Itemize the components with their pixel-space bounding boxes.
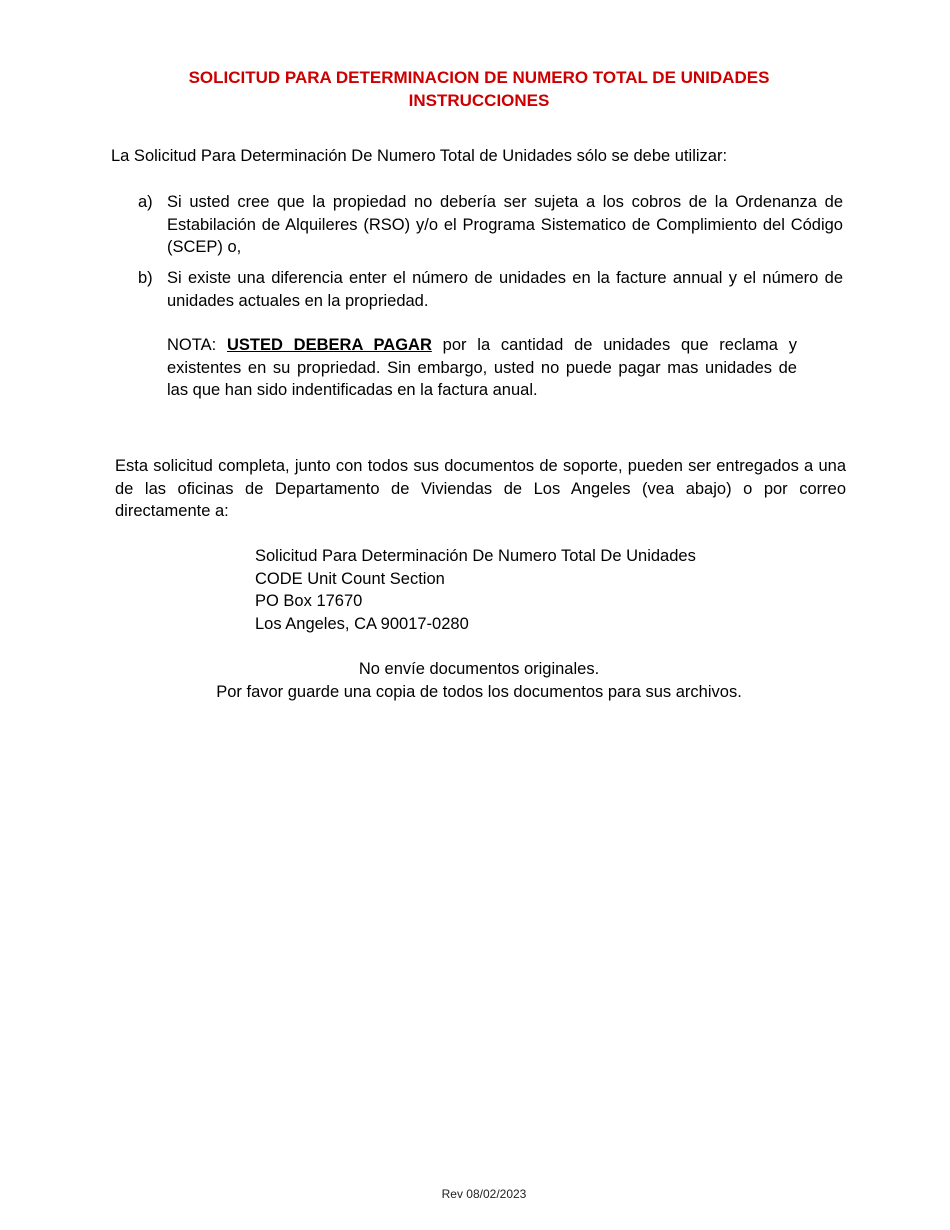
title-line-1: SOLICITUD PARA DETERMINACION DE NUMERO TOTAL DE UNIDADES — [188, 68, 770, 87]
list-item-b — [138, 267, 843, 312]
document-title — [0, 67, 950, 112]
address-line: Solicitud Para Determinación De Numero Total De Unidades — [255, 547, 696, 565]
title-line-2: INSTRUCCIONES — [408, 90, 550, 110]
list-text-a: Si usted cree que la propiedad no debería ser sujeta a los cobros de la Ordenanza de Estabilación de Alquileres (RSO) y/o el Programa Sistematico de Complimiento del Código (SCEP) o, — [167, 193, 843, 256]
note-paragraph — [167, 334, 797, 402]
submission-paragraph: Esta solicitud completa, junto con todos sus documentos de soporte, pueden ser entregados a una de las oficinas de Departamento de Viviendas de Los Angeles (vea abajo) o por correo directamente a: — [115, 457, 846, 520]
address-line: CODE Unit Count Section — [255, 569, 445, 588]
note-text: por la cantidad de unidades que reclama y existentes en su propriedad. Sin embargo, usted no puede pagar mas unidades de las que han sido indentificadas en la factura anual. — [167, 336, 797, 399]
address-line: Los Angeles, CA 90017-0280 — [255, 614, 469, 633]
intro-text: La Solicitud Para Determinación De Numero Total de Unidades sólo se debe utilizar: — [111, 147, 728, 165]
closing-notice — [0, 658, 950, 703]
mailing-address — [255, 545, 815, 635]
address-line: PO Box 17670 — [255, 592, 363, 610]
list-item-a — [138, 191, 843, 259]
note-emphasis: USTED DEBERA PAGAR — [226, 336, 432, 354]
notice-line: Por favor guarde una copia de todos los documentos para sus archivos. — [216, 682, 742, 701]
revision-footer: Rev 08/02/2023 — [441, 1187, 527, 1201]
list-marker-b: b) — [138, 269, 153, 287]
list-marker-a: a) — [138, 193, 153, 211]
list-text-b: Si existe una diferencia enter el número de unidades en la facture annual y el número de unidades actuales en la propriedad. — [167, 269, 843, 310]
note-prefix: NOTA: — [167, 336, 227, 354]
notice-line: No envíe documentos originales. — [358, 660, 600, 678]
